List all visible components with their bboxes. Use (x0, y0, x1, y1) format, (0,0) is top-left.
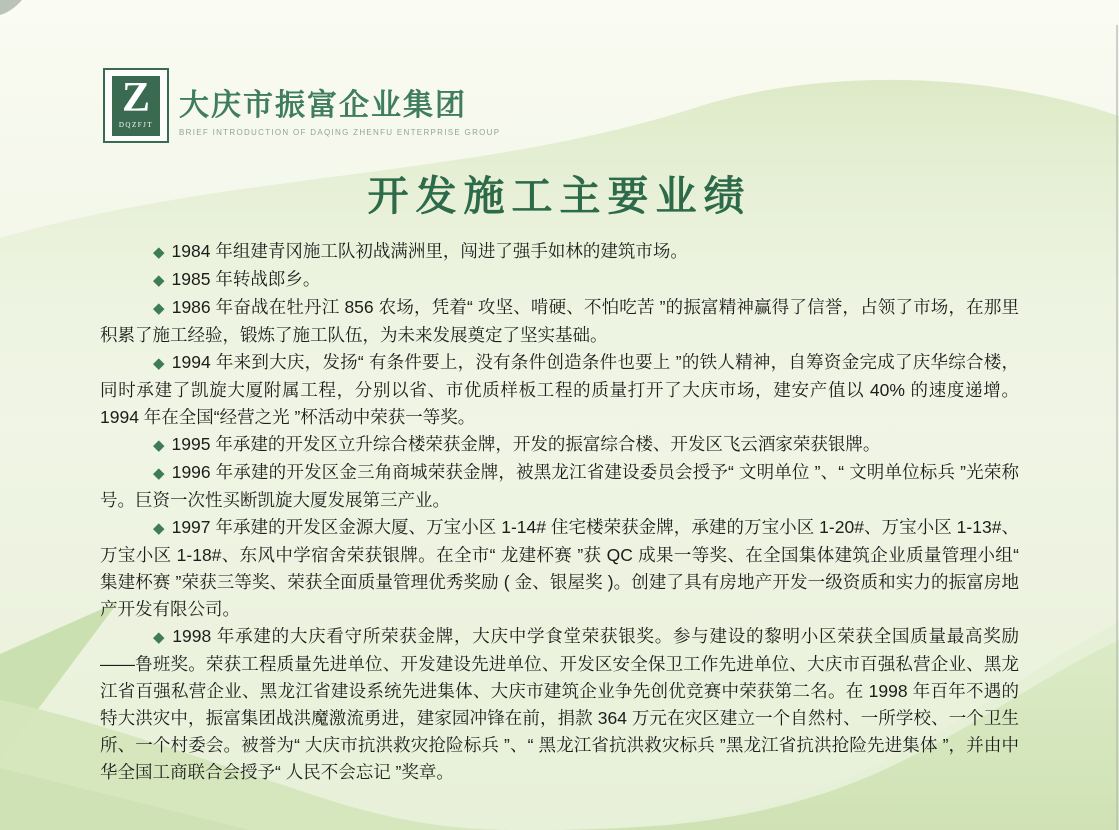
achievement-text: 1998 年承建的大庆看守所荣获金牌，大庆中学食堂荣获银奖。参与建设的黎明小区荣获全国质量最高奖励——鲁班奖。荣获工程质量先进单位、开发建设先进单位、开发区安全保卫工作先进单位、大庆市百强私营企业、黑龙江省百强私营企业、黑龙江省建设系统先进集体、大庆市建筑企业争先创优竞赛中荣获第二名。在 1998 年百年不遇的特大洪灾中，振富集团战洪魔激流勇进，建家园冲锋在前，捐款 364 万元在灾区建立一个自然村、一所学校、一个卫生所、一个村委会。被誉为“ 大庆市抗洪救灾抢险标兵 ”、“ 黑龙江省抗洪救灾标兵 ”黑龙江省抗洪抢险先进集体 ”，并由中华全国工商联合会授予“ 人民不会忘记 ”奖章。 (100, 626, 1019, 782)
diamond-bullet-icon: ◆ (153, 272, 165, 289)
diamond-bullet-icon: ◆ (153, 244, 165, 261)
achievement-text: 1996 年承建的开发区金三角商城荣获金牌，被黑龙江省建设委员会授予“ 文明单位 ”、“ 文明单位标兵 ”光荣称号。巨资一次性买断凯旋大厦发展第三产业。 (100, 462, 1019, 510)
achievement-text: 1994 年来到大庆，发扬“ 有条件要上，没有条件创造条件也要上 ”的铁人精神，自筹资金完成了庆华综合楼，同时承建了凯旋大厦附属工程，分别以省、市优质样板工程的质量打开了大庆市场，建安产值以 40% 的速度递增。1994 年在全国“经营之光 ”杯活动中荣获一等奖。 (100, 352, 1019, 427)
achievement-item (100, 349, 1019, 431)
diamond-bullet-icon: ◆ (153, 629, 166, 646)
diamond-bullet-icon: ◆ (153, 355, 165, 372)
achievement-item (100, 623, 1019, 786)
achievement-text: 1984 年组建青冈施工队初战满洲里，闯进了强手如林的建筑市场。 (171, 241, 688, 261)
logo-abbreviation: DQZFJT (118, 120, 154, 129)
logo-mark (112, 76, 160, 136)
page-title: 开发施工主要业绩 (367, 173, 752, 219)
brand-header (103, 68, 500, 143)
right-edge-line (1116, 25, 1118, 830)
achievement-item (100, 238, 1019, 266)
logo-z-glyph: Z (121, 74, 150, 121)
achievement-text: 1995 年承建的开发区立升综合楼荣获金牌，开发的振富综合楼、开发区飞云酒家荣获银牌。 (171, 434, 881, 454)
achievement-text: 1986 年奋战在牡丹江 856 农场，凭着“ 攻坚、啃硬、不怕吃苦 ”的振富精神赢得了信誉，占领了市场，在那里积累了施工经验，锻炼了施工队伍，为未来发展奠定了坚实基础。 (100, 297, 1019, 345)
company-name-english: BRIEF INTRODUCTION OF DAQING ZHENFU ENTERPRISE GROUP (179, 128, 501, 137)
achievement-item (100, 431, 1019, 459)
achievement-item (100, 459, 1019, 514)
diamond-bullet-icon: ◆ (153, 300, 165, 317)
achievement-item (100, 514, 1019, 623)
company-logo (103, 68, 169, 143)
achievement-text: 1997 年承建的开发区金源大厦、万宝小区 1-14# 住宅楼荣获金牌，承建的万宝小区 1-20#、万宝小区 1-13#、万宝小区 1-18#、东风中学宿舍荣获银牌。在全市“ 龙建杯赛 ”获 QC 成果一等奖、在全国集体建筑企业质量管理小组“ 集建杯赛 ”荣获三等奖、荣获全面质量管理优秀奖励 ( 金、银屋奖 )。创建了具有房地产开发一级资质和实力的振富房地产开发有限公司。 (100, 517, 1019, 619)
achievement-item (100, 294, 1019, 349)
diamond-bullet-icon: ◆ (153, 465, 165, 482)
diamond-bullet-icon: ◆ (153, 520, 165, 537)
brand-text (179, 68, 500, 137)
achievement-item (100, 266, 1019, 294)
diamond-bullet-icon: ◆ (153, 437, 165, 454)
achievement-text: 1985 年转战郎乡。 (171, 269, 321, 289)
achievements-list (100, 238, 1019, 786)
company-name: 大庆市振富企业集团 (179, 89, 467, 122)
